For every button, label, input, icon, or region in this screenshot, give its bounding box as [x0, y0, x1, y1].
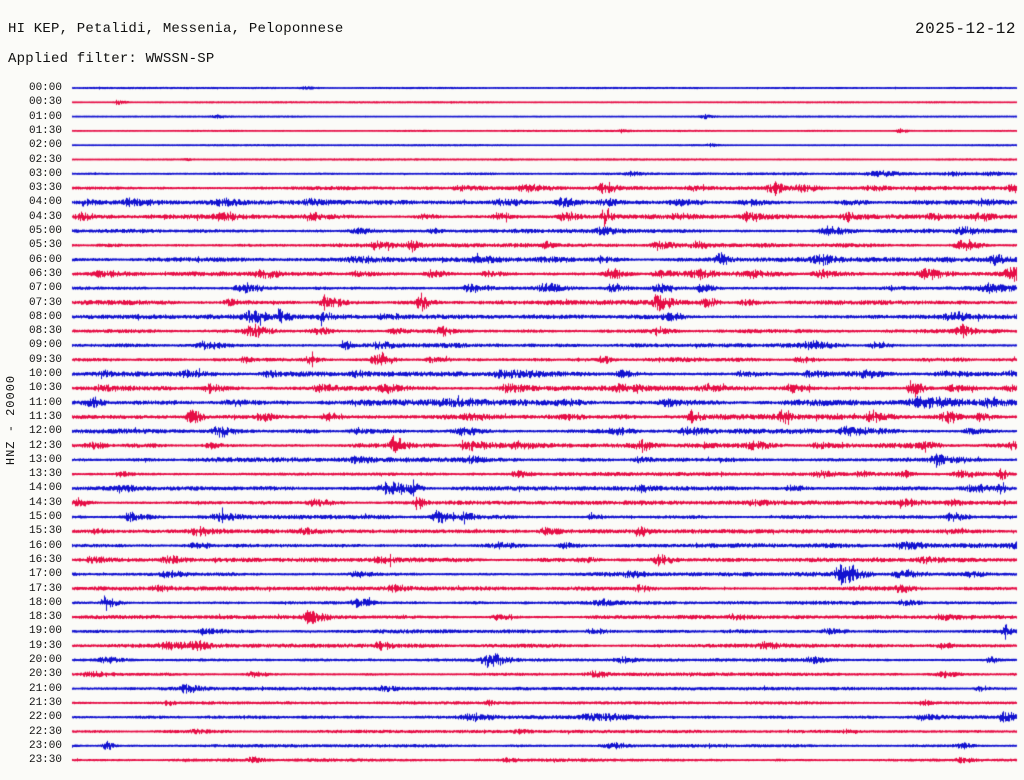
- time-label: 02:00: [28, 139, 62, 152]
- time-label: 19:00: [28, 625, 62, 638]
- time-label: 15:30: [28, 525, 62, 538]
- time-label: 01:00: [28, 110, 62, 123]
- time-label: 05:30: [28, 239, 62, 252]
- time-label: 17:30: [28, 582, 62, 595]
- time-label: 02:30: [28, 153, 62, 166]
- time-label: 21:30: [28, 696, 62, 709]
- time-label: 14:00: [28, 482, 62, 495]
- time-label: 16:30: [28, 553, 62, 566]
- time-label: 23:30: [28, 754, 62, 767]
- time-label: 12:30: [28, 439, 62, 452]
- time-label: 23:00: [28, 739, 62, 752]
- time-label: 10:00: [28, 368, 62, 380]
- time-label-column: [0, 0, 63, 780]
- time-label: 03:30: [28, 182, 62, 195]
- time-label: 09:00: [28, 339, 62, 352]
- time-label: 01:30: [28, 124, 62, 137]
- time-label: 00:30: [28, 96, 62, 109]
- time-label: 18:30: [28, 611, 62, 624]
- time-label: 06:30: [28, 267, 62, 280]
- time-label: 15:00: [28, 511, 62, 523]
- time-label: 04:00: [28, 196, 62, 209]
- time-label: 04:30: [28, 210, 62, 223]
- time-label: 16:00: [28, 539, 62, 552]
- time-label: 13:00: [28, 453, 62, 466]
- time-label: 05:00: [28, 225, 62, 237]
- plot-date: 2025-12-12: [914, 20, 1016, 38]
- time-label: 10:30: [28, 382, 62, 395]
- applied-filter-label: Applied filter: WWSSN-SP: [8, 51, 215, 67]
- time-label: 19:30: [28, 639, 62, 652]
- time-label: 03:00: [28, 167, 62, 180]
- time-label: 11:30: [28, 410, 62, 423]
- time-label: 08:30: [28, 325, 62, 338]
- time-label: 20:00: [28, 654, 62, 666]
- time-label: 07:00: [28, 282, 62, 295]
- time-label: 18:00: [28, 596, 62, 609]
- time-label: 09:30: [28, 353, 62, 366]
- time-label: 22:30: [28, 725, 62, 738]
- time-label: 14:30: [28, 496, 62, 509]
- time-label: 08:00: [28, 310, 62, 323]
- time-label: 11:00: [28, 396, 62, 409]
- channel-scale-label: HNZ - 20000: [4, 374, 18, 466]
- time-label: 13:30: [28, 468, 62, 481]
- time-label: 17:00: [28, 568, 62, 581]
- time-label: 21:00: [28, 682, 62, 695]
- time-label: 06:00: [28, 253, 62, 266]
- time-label: 22:00: [28, 711, 62, 724]
- station-title: HI KEP, Petalidi, Messenia, Peloponnese: [8, 21, 344, 37]
- time-label: 00:00: [28, 82, 62, 94]
- time-label: 20:30: [28, 668, 62, 681]
- time-label: 07:30: [28, 296, 62, 309]
- time-label: 12:00: [28, 425, 62, 438]
